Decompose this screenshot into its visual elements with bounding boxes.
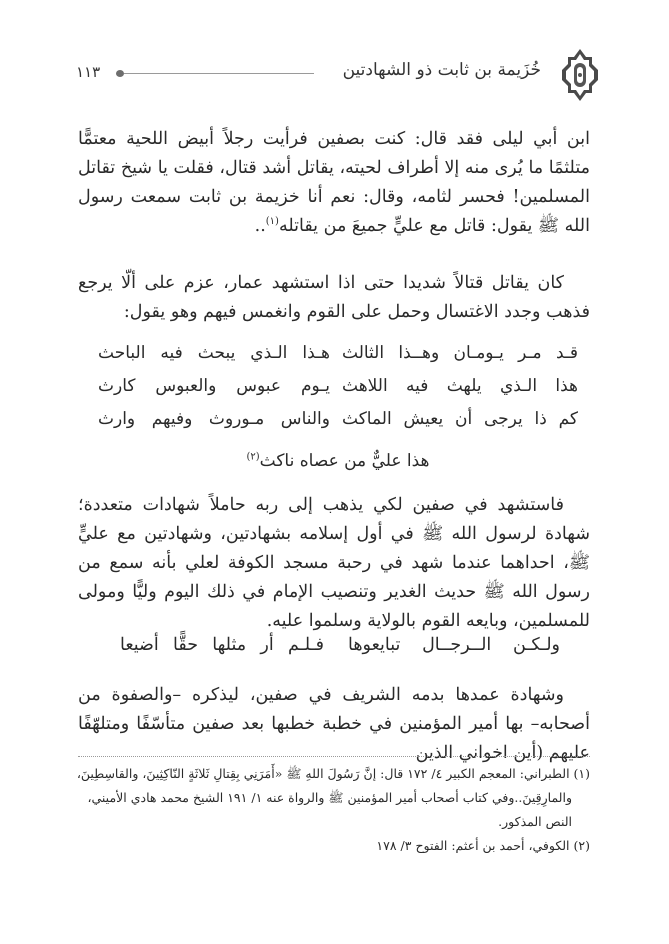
paragraph-1-text: ابن أبي ليلى فقد قال: كنت بصفين فرأيت رجلاً أبيض اللحية معتمًّا متلثمًا ما يُرى منه إلا أطراف لحيته، يقاتل أشد قتال، فقلت يا شيخ تقاتل المسلمين! فحسر لثامه، وقال: نعم أنا خزيمة بن ثابت سمعت رسول الله ﷺ يقول: قاتل مع عليٍّ جميعَ من يقاتله <box>78 129 590 236</box>
poem-final-line <box>98 451 578 471</box>
poem-hemistich-left: والناس مـوروث وفيهم وارث <box>98 409 330 429</box>
footnote-1-line-1: (١) الطبراني: المعجم الكبير ٤/ ١٧٢ قال: إنَّ رَسُولَ اللهِ ﷺ «أَمَرَنِي بِقِتالِ ثَلاثَةٍ النّاكِثِينَ، والقاسِطِينَ، <box>76 766 590 781</box>
page-number: ١١٣ <box>76 63 101 81</box>
footnotes <box>78 762 590 858</box>
verse-hemistich-right: ولـكـن الــرجــال تبايعوها <box>348 635 560 655</box>
paragraph-1 <box>78 125 590 241</box>
verse-hemistich-left: فـلـم أر مثلها حقًّا أضيعا <box>120 635 324 655</box>
poem-hemistich-left: يـوم عبوس والعبوس كارث <box>98 376 330 396</box>
poem-hemistich-right: هذا الـذي يلهث فيه اللاهث <box>342 376 578 396</box>
page-header <box>0 40 669 104</box>
paragraph-1-end: .. <box>254 216 266 236</box>
poem-line <box>98 409 578 439</box>
footnote-separator <box>78 756 590 757</box>
footnote-1-line-3: النص المذكور. <box>498 814 572 829</box>
poem-hemistich-right: كم ذا يرجى أن يعيش الماكث <box>342 409 578 429</box>
paragraph-2: كان يقاتل قتالاً شديدا حتى اذا استشهد عمار، عزم على ألّا يرجع فذهب وجدد الاغتسال وحمل على القوم وانغمس فيهم وهو يقول: <box>78 273 590 322</box>
verse-line <box>120 635 560 665</box>
ornament-lantern-icon <box>559 48 601 102</box>
header-rule <box>124 73 314 74</box>
footnote-ref-1[interactable]: (١) <box>265 216 279 228</box>
footnote-2: (٢) الكوفي، أحمد بن أعثم: الفتوح ٣/ ١٧٨ <box>376 838 590 853</box>
poem-final-text: هذا عليٌّ من عصاه ناكث <box>259 451 430 471</box>
footnote-1-line-2: والمارِقِينَ..وفي كتاب أصحاب أمير المؤمنين ﷺ والرواة عنه ١/ ١٩١ الشيخ محمد هادي الأميني، <box>87 790 572 805</box>
paragraph-4: وشهادة عمدها بدمه الشريف في صفين، ليذكره –والصفوة من أصحابه– بها أمير المؤمنين في خطبة خطبها بعد صفين متأسّفًا ومتلهّفًا عليهم (أين اخواني الذين <box>78 685 590 763</box>
poem-hemistich-left: هـذا الـذي يبحث فيه الباحث <box>98 343 330 363</box>
running-title: خُزَيمة بن ثابت ذو الشهادتين <box>342 60 541 80</box>
paragraph-3: فاستشهد في صفين لكي يذهب إلى ربه حاملاً شهادات متعددة؛ شهادة لرسول الله ﷺ في أول إسلامه بشهادتين، وشهادتين مع عليٍّ ﷺ، احداهما عندما شهد في رحبة مسجد الكوفة لعلي بأنه سمع من رسول الله ﷺ حديث الغدير وتنصيب الإمام في ذلك اليوم وليًّا ومولى للمسلمين، وبايعه القوم بالولاية وسلموا عليه. <box>78 495 590 631</box>
header-rule-dot <box>116 70 124 77</box>
poem-line <box>98 376 578 406</box>
footnote-ref-2[interactable]: (٢) <box>246 451 260 463</box>
poem-hemistich-right: قـد مـر يـومـان وهــذا الثالث <box>342 343 578 363</box>
poem-line <box>98 343 578 373</box>
